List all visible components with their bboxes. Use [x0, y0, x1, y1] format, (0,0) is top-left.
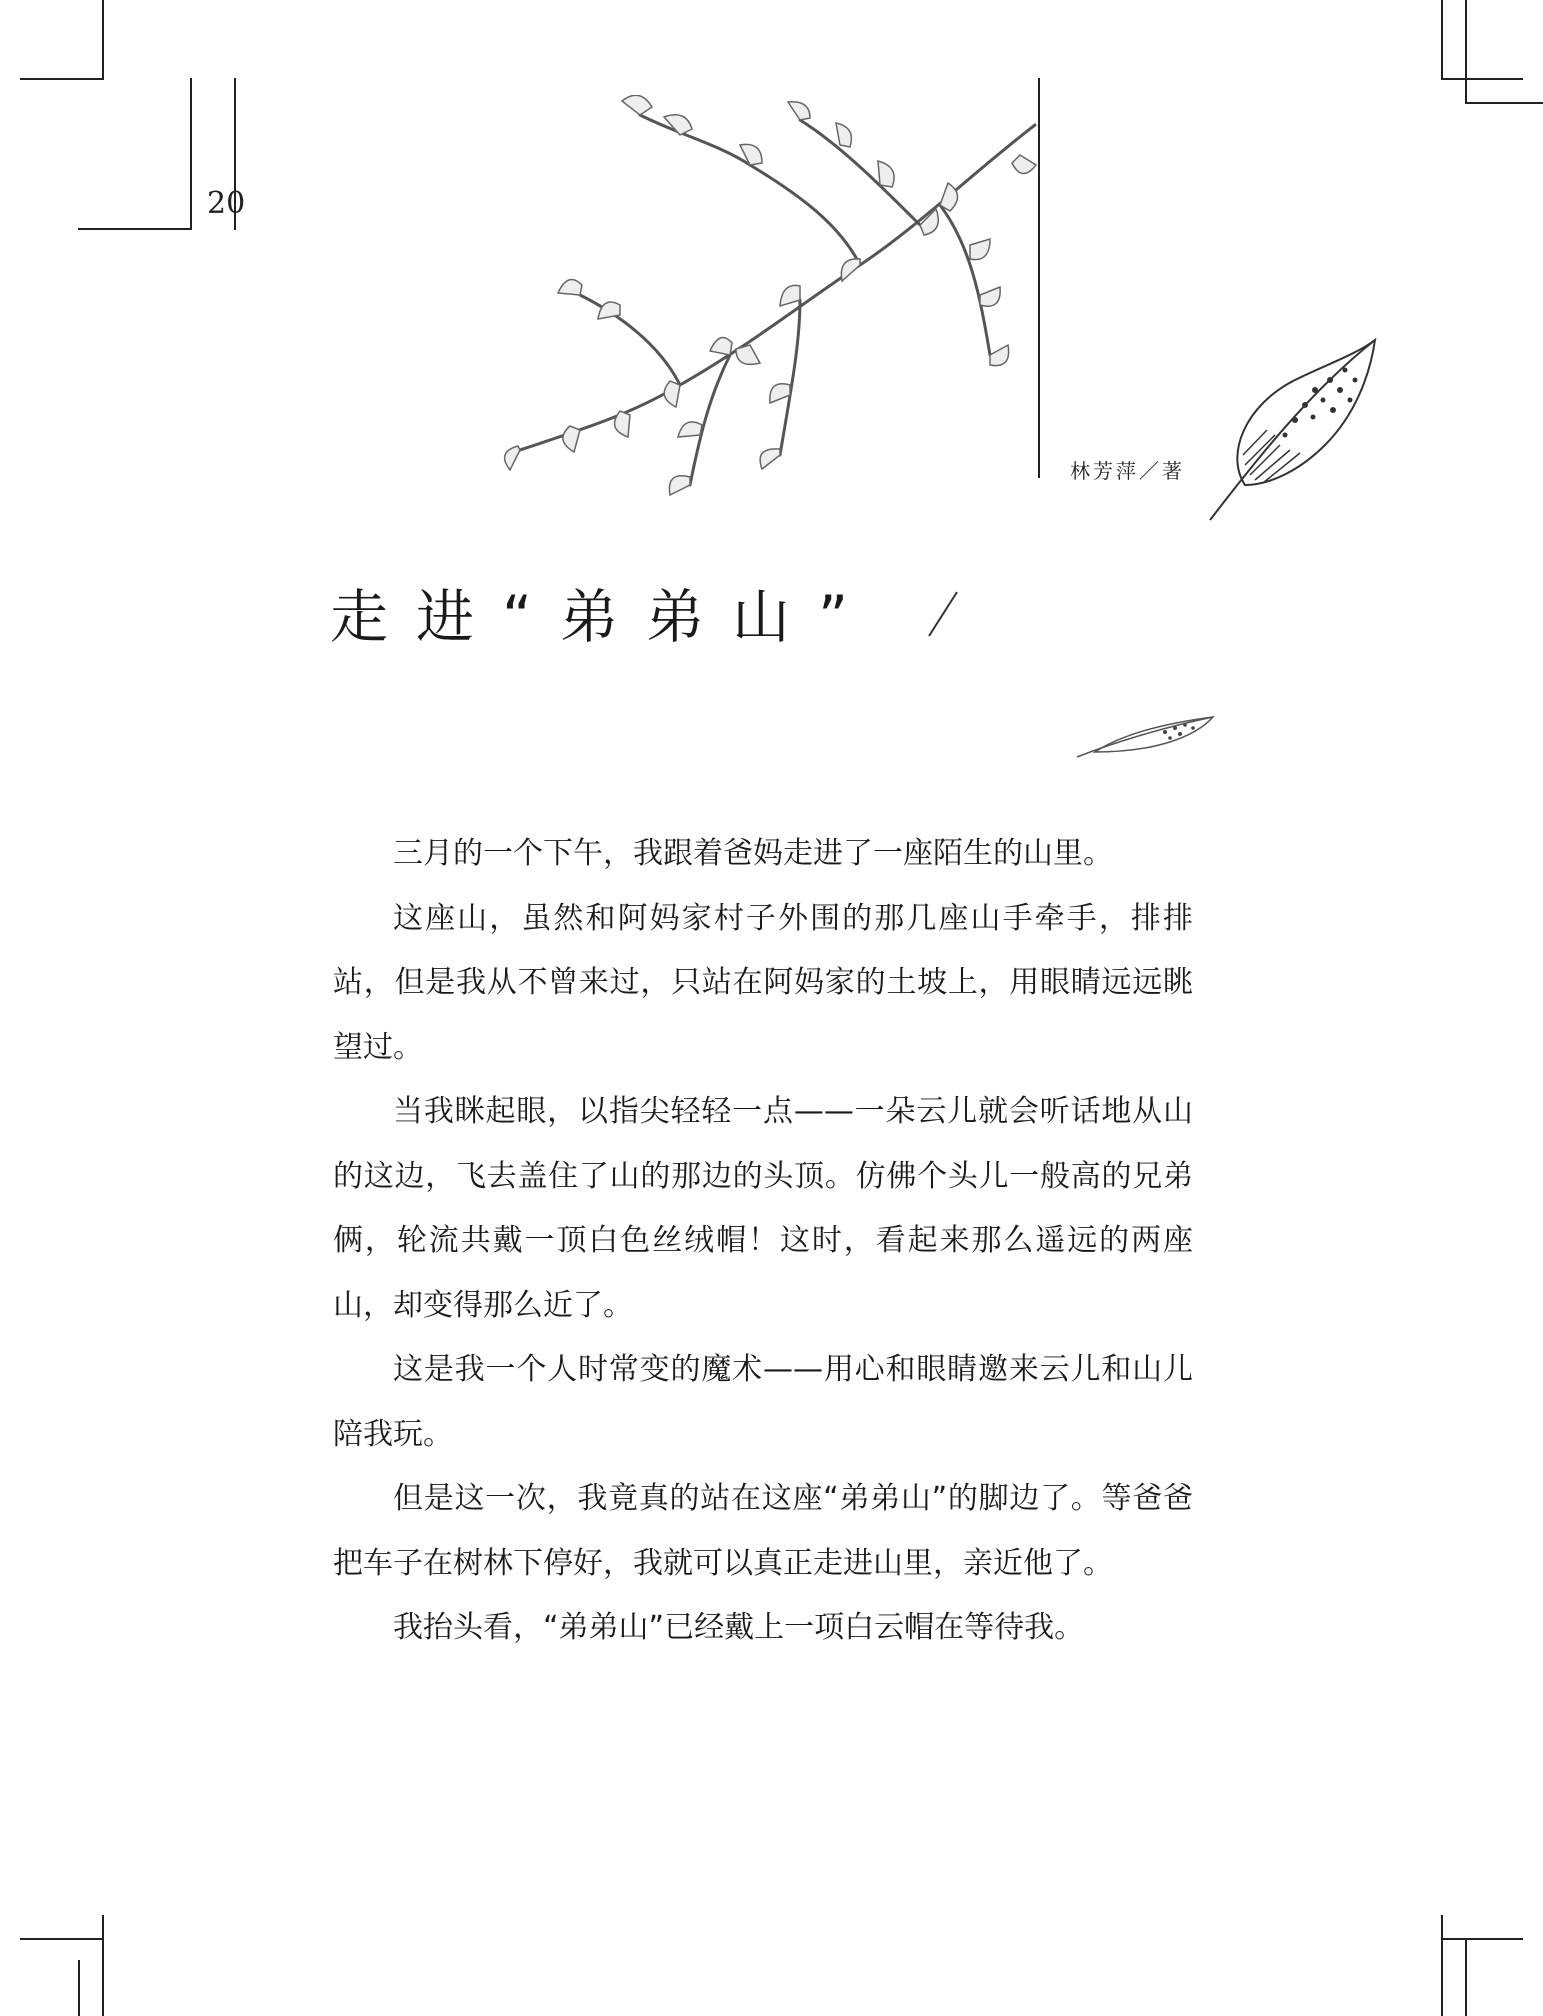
crop-mark [1441, 1915, 1443, 2016]
crop-mark [1441, 1938, 1523, 1940]
crop-mark [102, 1915, 104, 2016]
ginkgo-branch-illustration [500, 95, 1040, 505]
paragraph: 当我眯起眼，以指尖轻轻一点——一朵云儿就会听话地从山的这边，飞去盖住了山的那边的头顶。仿佛个头儿一般高的兄弟俩，轮流共戴一顶白色丝绒帽！这时，看起来那么遥远的两座山，却变得那么近了。 [333, 1094, 1193, 1323]
paragraph: 这是我一个人时常变的魔术——用心和眼睛邀来云儿和山儿陪我玩。 [333, 1352, 1193, 1452]
crop-mark [20, 1938, 102, 1940]
crop-mark [1441, 0, 1443, 80]
page-number: 20 [207, 186, 246, 221]
crop-mark [102, 0, 104, 80]
title-slash-decoration [925, 588, 961, 640]
feather-icon [1075, 712, 1215, 762]
author-credit: 林芳萍／著 [1070, 459, 1185, 483]
paragraph: 这座山，虽然和阿妈家村子外围的那几座山手牵手，排排站，但是我从不曾来过，只站在阿妈家的土坡上，用眼睛远远眺望过。 [333, 900, 1193, 1065]
crop-mark [190, 78, 192, 230]
feather-icon [1205, 335, 1380, 525]
paragraph: 但是这一次，我竟真的站在这座“弟弟山”的脚边了。等爸爸把车子在树林下停好，我就可以真正走进山里，亲近他了。 [333, 1481, 1193, 1581]
article-body [333, 822, 1193, 1661]
page-title: 走进“弟弟山” [330, 583, 877, 651]
paragraph: 我抬头看，“弟弟山”已经戴上一项白云帽在等待我。 [393, 1610, 1085, 1645]
crop-mark [20, 78, 102, 80]
crop-mark [1465, 0, 1467, 104]
crop-mark [1465, 1938, 1467, 2016]
paragraph: 三月的一个下午，我跟着爸妈走进了一座陌生的山里。 [393, 836, 1113, 871]
crop-mark [1465, 102, 1543, 104]
crop-mark [1441, 78, 1523, 80]
divider-line [1038, 78, 1040, 478]
crop-mark [78, 228, 190, 230]
crop-mark [78, 1960, 80, 2016]
